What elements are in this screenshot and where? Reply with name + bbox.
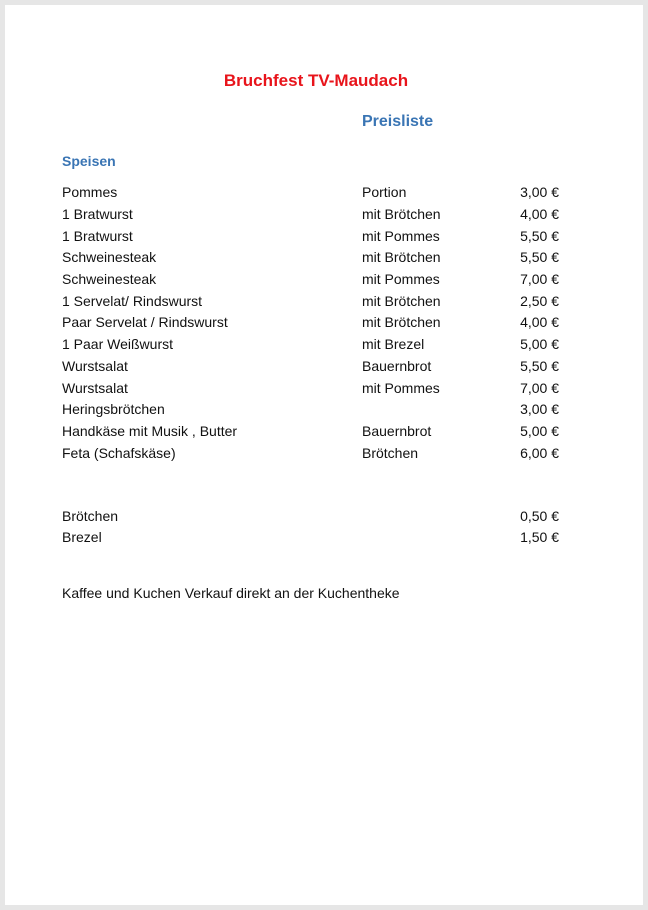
item-price: 3,00 €: [520, 184, 559, 200]
item-name: Feta (Schafskäse): [62, 445, 176, 461]
item-name: 1 Bratwurst: [62, 206, 133, 222]
item-name: Handkäse mit Musik , Butter: [62, 423, 238, 439]
extra-price: 0,50 €: [520, 508, 559, 524]
item-name: Pommes: [62, 184, 118, 200]
item-side: mit Pommes: [362, 228, 440, 244]
item-price: 5,50 €: [520, 249, 559, 265]
item-name: 1 Paar Weißwurst: [62, 336, 173, 352]
menu-row: [62, 378, 582, 398]
extra-row: [62, 506, 582, 526]
item-side: mit Brötchen: [362, 206, 441, 222]
item-side: Bauernbrot: [362, 423, 432, 439]
item-side: Portion: [362, 184, 407, 200]
extra-row: [62, 527, 582, 547]
item-price: 6,00 €: [520, 445, 559, 461]
menu-row: [62, 226, 582, 246]
item-price: 2,50 €: [520, 293, 559, 309]
page-title: Bruchfest TV-Maudach: [223, 71, 409, 90]
item-side: mit Pommes: [362, 380, 440, 396]
item-side: mit Brötchen: [362, 293, 441, 309]
item-side: mit Pommes: [362, 271, 440, 287]
item-name: Heringsbrötchen: [62, 401, 165, 417]
item-side: mit Brötchen: [362, 314, 441, 330]
item-price: 5,50 €: [520, 358, 559, 374]
item-price: 4,00 €: [520, 314, 559, 330]
item-name: Schweinesteak: [62, 271, 157, 287]
item-side: mit Brezel: [362, 336, 425, 352]
menu-row: [62, 269, 582, 289]
item-name: Wurstsalat: [62, 358, 128, 374]
item-price: 3,00 €: [520, 401, 559, 417]
menu-row: [62, 312, 582, 332]
menu-row: [62, 399, 582, 419]
menu-row: [62, 443, 582, 463]
item-price: 5,00 €: [520, 423, 559, 439]
item-price: 5,00 €: [520, 336, 559, 352]
item-price: 7,00 €: [520, 271, 559, 287]
footer-note: Kaffee und Kuchen Verkauf direkt an der Kuchentheke: [62, 585, 400, 601]
menu-row: [62, 421, 582, 441]
item-price: 5,50 €: [520, 228, 559, 244]
extra-price: 1,50 €: [520, 529, 559, 545]
item-name: 1 Bratwurst: [62, 228, 133, 244]
menu-row: [62, 334, 582, 354]
document-page: [5, 5, 643, 905]
item-name: Wurstsalat: [62, 380, 128, 396]
menu-row: [62, 182, 582, 202]
price-list-heading: Preisliste: [362, 113, 434, 130]
item-price: 4,00 €: [520, 206, 559, 222]
item-side: mit Brötchen: [362, 249, 441, 265]
item-name: Paar Servelat / Rindswurst: [62, 314, 228, 330]
section-heading-speisen: Speisen: [62, 153, 116, 169]
menu-row: [62, 356, 582, 376]
item-side: Brötchen: [362, 445, 419, 461]
item-side: Bauernbrot: [362, 358, 432, 374]
extra-name: Brezel: [62, 529, 102, 545]
item-name: 1 Servelat/ Rindswurst: [62, 293, 203, 309]
item-price: 7,00 €: [520, 380, 559, 396]
menu-row: [62, 204, 582, 224]
menu-row: [62, 247, 582, 267]
item-name: Schweinesteak: [62, 249, 157, 265]
extra-name: Brötchen: [62, 508, 119, 524]
menu-row: [62, 291, 582, 311]
